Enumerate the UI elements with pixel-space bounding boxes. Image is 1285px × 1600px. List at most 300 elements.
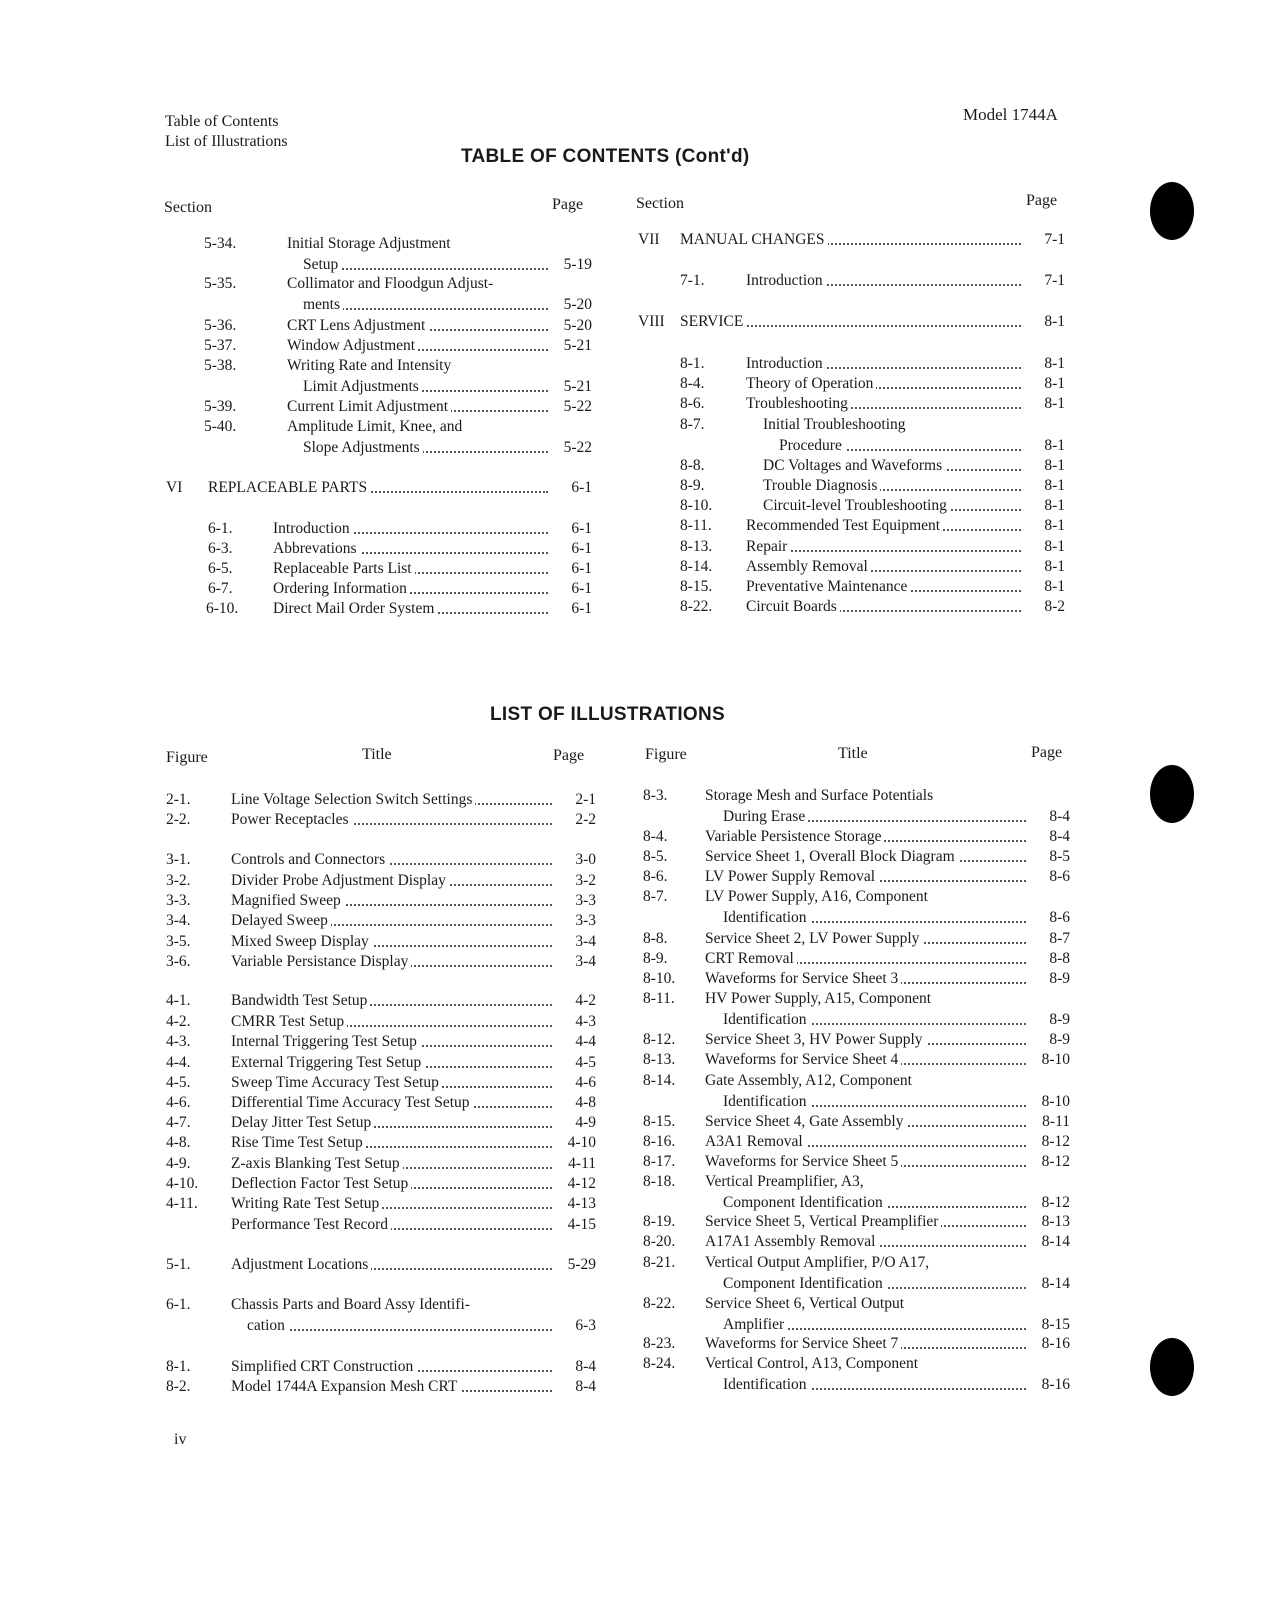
entry-page: 8-4	[556, 1357, 596, 1376]
entry-title: CMRR Test Setup	[231, 1013, 347, 1030]
entry-title: Vertical Output Amplifier, P/O A17,	[705, 1254, 930, 1271]
entry-title: Model 1744A Expansion Mesh CRT	[231, 1378, 460, 1395]
leader-line	[705, 929, 1070, 948]
entry-number: 5-36.	[204, 317, 237, 334]
entry-page: 8-1	[1025, 354, 1065, 373]
leader-line	[231, 991, 596, 1010]
entry-title: Magnified Sweep	[231, 892, 344, 909]
entry-number: VII	[638, 231, 660, 248]
entry-number: 8-9.	[680, 477, 705, 494]
entry-title: Internal Triggering Test Setup	[231, 1033, 420, 1050]
leader-line	[231, 1215, 596, 1234]
leader-line	[303, 295, 592, 314]
entry-page: 8-1	[1025, 557, 1065, 576]
entry-number: 3-2.	[166, 872, 191, 889]
entry-number: VI	[166, 479, 183, 496]
leader-line	[231, 1032, 596, 1051]
leader-line	[723, 908, 1070, 927]
leader-line	[763, 476, 1065, 495]
entry-number: 8-1.	[680, 355, 705, 372]
entry-title: SERVICE	[680, 313, 746, 330]
entry-number: 4-9.	[166, 1155, 191, 1172]
entry-page: 6-1	[552, 539, 592, 558]
entry-title: MANUAL CHANGES	[680, 231, 828, 248]
entry-title: Slope Adjustments	[303, 439, 423, 456]
entry-page: 8-2	[1025, 597, 1065, 616]
leader-line	[231, 1154, 596, 1173]
entry-number: 8-19.	[643, 1213, 676, 1230]
entry-number: 4-10.	[166, 1175, 199, 1192]
leader-line	[705, 1050, 1070, 1069]
entry-title: Differential Time Accuracy Test Setup	[231, 1094, 473, 1111]
entry-page: 5-20	[552, 295, 592, 314]
entry-number: 3-1.	[166, 851, 191, 868]
entry-title: Waveforms for Service Sheet 5	[705, 1153, 901, 1170]
entry-page: 5-22	[552, 438, 592, 457]
entry-number: 8-12.	[643, 1031, 676, 1048]
leader-line	[231, 790, 596, 809]
entry-number: 4-6.	[166, 1094, 191, 1111]
toc-left-section-header: Section	[164, 199, 212, 216]
entry-page: 8-1	[1025, 374, 1065, 393]
entry-title: Service Sheet 6, Vertical Output	[705, 1295, 905, 1312]
entry-title: Preventative Maintenance	[746, 578, 910, 595]
entry-page: 8-9	[1030, 969, 1070, 988]
entry-number: 8-22.	[680, 598, 713, 615]
entry-number: 2-1.	[166, 791, 191, 808]
leader-line	[705, 1112, 1070, 1131]
entry-number: 8-4.	[643, 828, 668, 845]
entry-number: 5-40.	[204, 418, 237, 435]
entry-title: Identification	[723, 909, 810, 926]
entry-title: Circuit-level Troubleshooting	[763, 497, 950, 514]
leader-line	[705, 867, 1070, 886]
entry-page: 4-4	[556, 1032, 596, 1051]
entry-title: LV Power Supply Removal	[705, 868, 878, 885]
entry-title: Divider Probe Adjustment Display	[231, 872, 449, 889]
loi-right-title-header: Title	[838, 745, 868, 762]
entry-page: 5-21	[552, 377, 592, 396]
entry-number: 3-3.	[166, 892, 191, 909]
entry-page: 8-6	[1030, 908, 1070, 927]
entry-number: 6-1.	[208, 520, 233, 537]
entry-title: Controls and Connectors	[231, 851, 388, 868]
entry-title: External Triggering Test Setup	[231, 1054, 424, 1071]
leader-line	[231, 1194, 596, 1213]
entry-number: 8-14.	[643, 1072, 676, 1089]
entry-title: Variable Persistance Display	[231, 953, 411, 970]
entry-title: Component Identification	[723, 1194, 886, 1211]
entry-page: 8-1	[1025, 496, 1065, 515]
leader-line	[231, 911, 596, 930]
leader-line	[723, 1315, 1070, 1334]
entry-title: Simplified CRT Construction	[231, 1358, 416, 1375]
entry-number: 8-2.	[166, 1378, 191, 1395]
punch-hole	[1150, 1338, 1194, 1396]
entry-number: 8-11.	[643, 990, 675, 1007]
entry-title: Collimator and Floodgun Adjust-	[287, 275, 494, 292]
entry-page: 8-1	[1025, 456, 1065, 475]
entry-title: Waveforms for Service Sheet 4	[705, 1051, 901, 1068]
leader-line	[287, 336, 592, 355]
entry-page: 8-14	[1030, 1232, 1070, 1251]
entry-page: 2-2	[556, 810, 596, 829]
entry-page: 6-1	[552, 478, 592, 497]
entry-page: 5-19	[552, 255, 592, 274]
entry-page: 6-1	[552, 519, 592, 538]
entry-title: Performance Test Record	[231, 1216, 391, 1233]
loi-left-page-header: Page	[553, 747, 585, 764]
dot-leader	[247, 1329, 552, 1331]
entry-number: 4-2.	[166, 1013, 191, 1030]
entry-page: 6-1	[552, 559, 592, 578]
leader-line	[680, 312, 1065, 331]
entry-title: Variable Persistence Storage	[705, 828, 884, 845]
toc-left-page-header: Page	[552, 196, 584, 213]
entry-page: 8-7	[1030, 929, 1070, 948]
entry-title: ments	[303, 296, 343, 313]
leader-line	[231, 1377, 596, 1396]
entry-number: 5-37.	[204, 337, 237, 354]
entry-page: 8-1	[1025, 394, 1065, 413]
entry-title: Replaceable Parts List	[273, 560, 415, 577]
leader-line	[231, 952, 596, 971]
leader-line	[231, 1012, 596, 1031]
leader-line	[763, 496, 1065, 515]
entry-number: 5-1.	[166, 1256, 191, 1273]
entry-title: Identification	[723, 1011, 810, 1028]
entry-page: 3-3	[556, 911, 596, 930]
leader-line	[723, 807, 1070, 826]
entry-number: 4-8.	[166, 1134, 191, 1151]
entry-page: 8-4	[556, 1377, 596, 1396]
entry-page: 8-4	[1030, 827, 1070, 846]
entry-page: 3-4	[556, 952, 596, 971]
section-label-illustrations: List of Illustrations	[165, 133, 288, 150]
entry-title: Bandwidth Test Setup	[231, 992, 370, 1009]
entry-number: 4-7.	[166, 1114, 191, 1131]
entry-number: 8-8.	[680, 457, 705, 474]
entry-page: 7-1	[1025, 230, 1065, 249]
entry-title: DC Voltages and Waveforms	[763, 457, 945, 474]
entry-number: 8-21.	[643, 1254, 676, 1271]
entry-number: 5-35.	[204, 275, 237, 292]
entry-title: Assembly Removal	[746, 558, 871, 575]
entry-title: LV Power Supply, A16, Component	[705, 888, 928, 905]
entry-page: 8-9	[1030, 1030, 1070, 1049]
entry-page: 8-12	[1030, 1132, 1070, 1151]
entry-page: 4-9	[556, 1113, 596, 1132]
leader-line	[746, 394, 1065, 413]
entry-title: Service Sheet 4, Gate Assembly	[705, 1113, 906, 1130]
entry-page: 8-9	[1030, 1010, 1070, 1029]
entry-title: Chassis Parts and Board Assy Identifi-	[231, 1296, 470, 1313]
entry-number: 8-13.	[680, 538, 713, 555]
entry-number: 7-1.	[680, 272, 705, 289]
page-number: iv	[174, 1431, 187, 1448]
entry-title: CRT Removal	[705, 950, 797, 967]
entry-title: A17A1 Assembly Removal	[705, 1233, 879, 1250]
entry-number: 8-6.	[680, 395, 705, 412]
entry-page: 7-1	[1025, 271, 1065, 290]
entry-number: 8-8.	[643, 930, 668, 947]
loi-right-page-header: Page	[1031, 744, 1063, 761]
entry-title: HV Power Supply, A15, Component	[705, 990, 932, 1007]
entry-page: 8-5	[1030, 847, 1070, 866]
leader-line	[746, 597, 1065, 616]
entry-page: 3-4	[556, 932, 596, 951]
leader-line	[273, 539, 592, 558]
entry-page: 4-2	[556, 991, 596, 1010]
entry-number: 6-1.	[166, 1296, 191, 1313]
entry-number: 8-13.	[643, 1051, 676, 1068]
entry-title: Setup	[303, 256, 341, 273]
entry-number: 8-22.	[643, 1295, 676, 1312]
entry-number: 8-14.	[680, 558, 713, 575]
leader-line	[779, 436, 1065, 455]
entry-page: 8-10	[1030, 1092, 1070, 1111]
entry-title: Current Limit Adjustment	[287, 398, 451, 415]
entry-page: 8-16	[1030, 1334, 1070, 1353]
leader-line	[287, 316, 592, 335]
entry-title: Deflection Factor Test Setup	[231, 1175, 411, 1192]
entry-page: 8-15	[1030, 1315, 1070, 1334]
entry-page: 4-13	[556, 1194, 596, 1213]
leader-line	[723, 1375, 1070, 1394]
entry-page: 8-1	[1025, 312, 1065, 331]
leader-line	[273, 599, 592, 618]
entry-title: Adjustment Locations	[231, 1256, 371, 1273]
entry-title: Vertical Preamplifier, A3,	[705, 1173, 864, 1190]
loi-left-figure-header: Figure	[166, 749, 208, 766]
section-label-contents: Table of Contents	[165, 113, 279, 130]
leader-line	[231, 1133, 596, 1152]
entry-page: 4-15	[556, 1215, 596, 1234]
entry-page: 8-14	[1030, 1274, 1070, 1293]
leader-line	[231, 810, 596, 829]
entry-title: Component Identification	[723, 1275, 886, 1292]
leader-line	[746, 577, 1065, 596]
entry-number: 8-1.	[166, 1358, 191, 1375]
entry-number: 3-6.	[166, 953, 191, 970]
entry-page: 8-1	[1025, 476, 1065, 495]
entry-title: Introduction	[746, 272, 826, 289]
entry-title: Direct Mail Order System	[273, 600, 437, 617]
leader-line	[723, 1010, 1070, 1029]
toc-title: TABLE OF CONTENTS (Cont'd)	[461, 146, 750, 167]
entry-page: 6-1	[552, 579, 592, 598]
entry-page: 3-3	[556, 891, 596, 910]
punch-hole	[1150, 182, 1194, 240]
entry-number: 8-23.	[643, 1335, 676, 1352]
entry-title: Service Sheet 3, HV Power Supply	[705, 1031, 926, 1048]
leader-line	[287, 397, 592, 416]
toc-right-page-header: Page	[1026, 192, 1058, 209]
entry-title: Gate Assembly, A12, Component	[705, 1072, 912, 1089]
entry-title: Service Sheet 5, Vertical Preamplifier	[705, 1213, 941, 1230]
entry-page: 4-6	[556, 1073, 596, 1092]
entry-title: Rise Time Test Setup	[231, 1134, 366, 1151]
entry-page: 4-5	[556, 1053, 596, 1072]
entry-title: Waveforms for Service Sheet 3	[705, 970, 901, 987]
entry-page: 8-11	[1030, 1112, 1070, 1131]
entry-number: 8-17.	[643, 1153, 676, 1170]
entry-title: Theory of Operation	[746, 375, 876, 392]
entry-page: 3-0	[556, 850, 596, 869]
leader-line	[303, 255, 592, 274]
entry-number: 5-38.	[204, 357, 237, 374]
entry-title: Introduction	[746, 355, 826, 372]
entry-page: 5-20	[552, 316, 592, 335]
leader-line	[705, 969, 1070, 988]
leader-line	[231, 871, 596, 890]
leader-line	[273, 579, 592, 598]
leader-line	[746, 374, 1065, 393]
entry-number: 3-5.	[166, 933, 191, 950]
entry-number: 8-9.	[643, 950, 668, 967]
entry-page: 8-1	[1025, 436, 1065, 455]
entry-title: Storage Mesh and Surface Potentials	[705, 787, 934, 804]
leader-line	[303, 438, 592, 457]
entry-title: CRT Lens Adjustment	[287, 317, 428, 334]
leader-line	[231, 891, 596, 910]
entry-number: 4-11.	[166, 1195, 198, 1212]
entry-title: Trouble Diagnosis	[763, 477, 880, 494]
entry-page: 8-12	[1030, 1193, 1070, 1212]
entry-page: 6-1	[552, 599, 592, 618]
entry-title: Repair	[746, 538, 790, 555]
leader-line	[746, 537, 1065, 556]
entry-title: REPLACEABLE PARTS	[208, 479, 370, 496]
entry-number: 8-20.	[643, 1233, 676, 1250]
entry-title: A3A1 Removal	[705, 1133, 806, 1150]
entry-title: Initial Storage Adjustment	[287, 235, 451, 252]
model-label: Model 1744A	[963, 105, 1058, 124]
entry-title: Ordering Information	[273, 580, 410, 597]
entry-number: 6-7.	[208, 580, 233, 597]
entry-title: Line Voltage Selection Switch Settings	[231, 791, 475, 808]
leader-line	[705, 1152, 1070, 1171]
entry-number: 4-5.	[166, 1074, 191, 1091]
leader-line	[273, 559, 592, 578]
entry-title: Writing Rate and Intensity	[287, 357, 452, 374]
entry-page: 4-3	[556, 1012, 596, 1031]
leader-line	[705, 1212, 1070, 1231]
entry-title: Circuit Boards	[746, 598, 840, 615]
entry-page: 2-1	[556, 790, 596, 809]
entry-title: Window Adjustment	[287, 337, 418, 354]
entry-page: 8-13	[1030, 1212, 1070, 1231]
leader-line	[705, 1030, 1070, 1049]
entry-number: 8-3.	[643, 787, 668, 804]
leader-line	[680, 230, 1065, 249]
entry-title: Abbrevations	[273, 540, 360, 557]
entry-number: 8-11.	[680, 517, 712, 534]
leader-line	[723, 1274, 1070, 1293]
entry-page: 5-29	[556, 1255, 596, 1274]
entry-title: Delayed Sweep	[231, 912, 331, 929]
leader-line	[705, 1334, 1070, 1353]
entry-number: 6-3.	[208, 540, 233, 557]
entry-number: 3-4.	[166, 912, 191, 929]
entry-page: 4-10	[556, 1133, 596, 1152]
entry-page: 5-22	[552, 397, 592, 416]
entry-number: 8-7.	[643, 888, 668, 905]
leader-line	[303, 377, 592, 396]
leader-line	[705, 1132, 1070, 1151]
leader-line	[231, 1073, 596, 1092]
entry-title: Writing Rate Test Setup	[231, 1195, 382, 1212]
leader-line	[705, 1232, 1070, 1251]
entry-page: 8-6	[1030, 867, 1070, 886]
leader-line	[231, 850, 596, 869]
entry-page: 8-1	[1025, 537, 1065, 556]
entry-number: 5-34.	[204, 235, 237, 252]
leader-line	[231, 1053, 596, 1072]
entry-title: Introduction	[273, 520, 353, 537]
entry-page: 8-8	[1030, 949, 1070, 968]
entry-number: VIII	[638, 313, 665, 330]
leader-line	[705, 827, 1070, 846]
entry-page: 8-10	[1030, 1050, 1070, 1069]
entry-number: 5-39.	[204, 398, 237, 415]
leader-line	[231, 1255, 596, 1274]
entry-page: 3-2	[556, 871, 596, 890]
entry-title: Power Receptacles	[231, 811, 352, 828]
entry-title: Troubleshooting	[746, 395, 851, 412]
entry-title: cation	[247, 1317, 288, 1334]
entry-page: 4-8	[556, 1093, 596, 1112]
leader-line	[746, 516, 1065, 535]
entry-title: During Erase	[723, 808, 808, 825]
entry-page: 6-3	[556, 1316, 596, 1335]
entry-title: Service Sheet 1, Overall Block Diagram	[705, 848, 958, 865]
entry-page: 8-16	[1030, 1375, 1070, 1394]
leader-line	[231, 932, 596, 951]
entry-number: 8-15.	[680, 578, 713, 595]
entry-title: Identification	[723, 1093, 810, 1110]
leader-line	[231, 1113, 596, 1132]
entry-number: 6-5.	[208, 560, 233, 577]
leader-line	[746, 354, 1065, 373]
entry-page: 8-12	[1030, 1152, 1070, 1171]
leader-line	[273, 519, 592, 538]
entry-title: Sweep Time Accuracy Test Setup	[231, 1074, 442, 1091]
entry-number: 8-4.	[680, 375, 705, 392]
entry-number: 4-4.	[166, 1054, 191, 1071]
loi-right-figure-header: Figure	[645, 746, 687, 763]
leader-line	[723, 1092, 1070, 1111]
entry-number: 8-15.	[643, 1113, 676, 1130]
entry-page: 8-1	[1025, 516, 1065, 535]
loi-title: LIST OF ILLUSTRATIONS	[490, 704, 725, 725]
leader-line	[746, 271, 1065, 290]
entry-page: 8-1	[1025, 577, 1065, 596]
toc-right-section-header: Section	[636, 195, 684, 212]
entry-title: Procedure	[779, 437, 845, 454]
entry-title: Vertical Control, A13, Component	[705, 1355, 919, 1372]
entry-page: 4-12	[556, 1174, 596, 1193]
entry-number: 2-2.	[166, 811, 191, 828]
leader-line	[231, 1093, 596, 1112]
entry-number: 8-6.	[643, 868, 668, 885]
entry-page: 8-4	[1030, 807, 1070, 826]
entry-page: 4-11	[556, 1154, 596, 1173]
leader-line	[247, 1316, 596, 1335]
entry-title: Initial Troubleshooting	[763, 416, 906, 433]
entry-number: 4-1.	[166, 992, 191, 1009]
entry-number: 8-18.	[643, 1173, 676, 1190]
